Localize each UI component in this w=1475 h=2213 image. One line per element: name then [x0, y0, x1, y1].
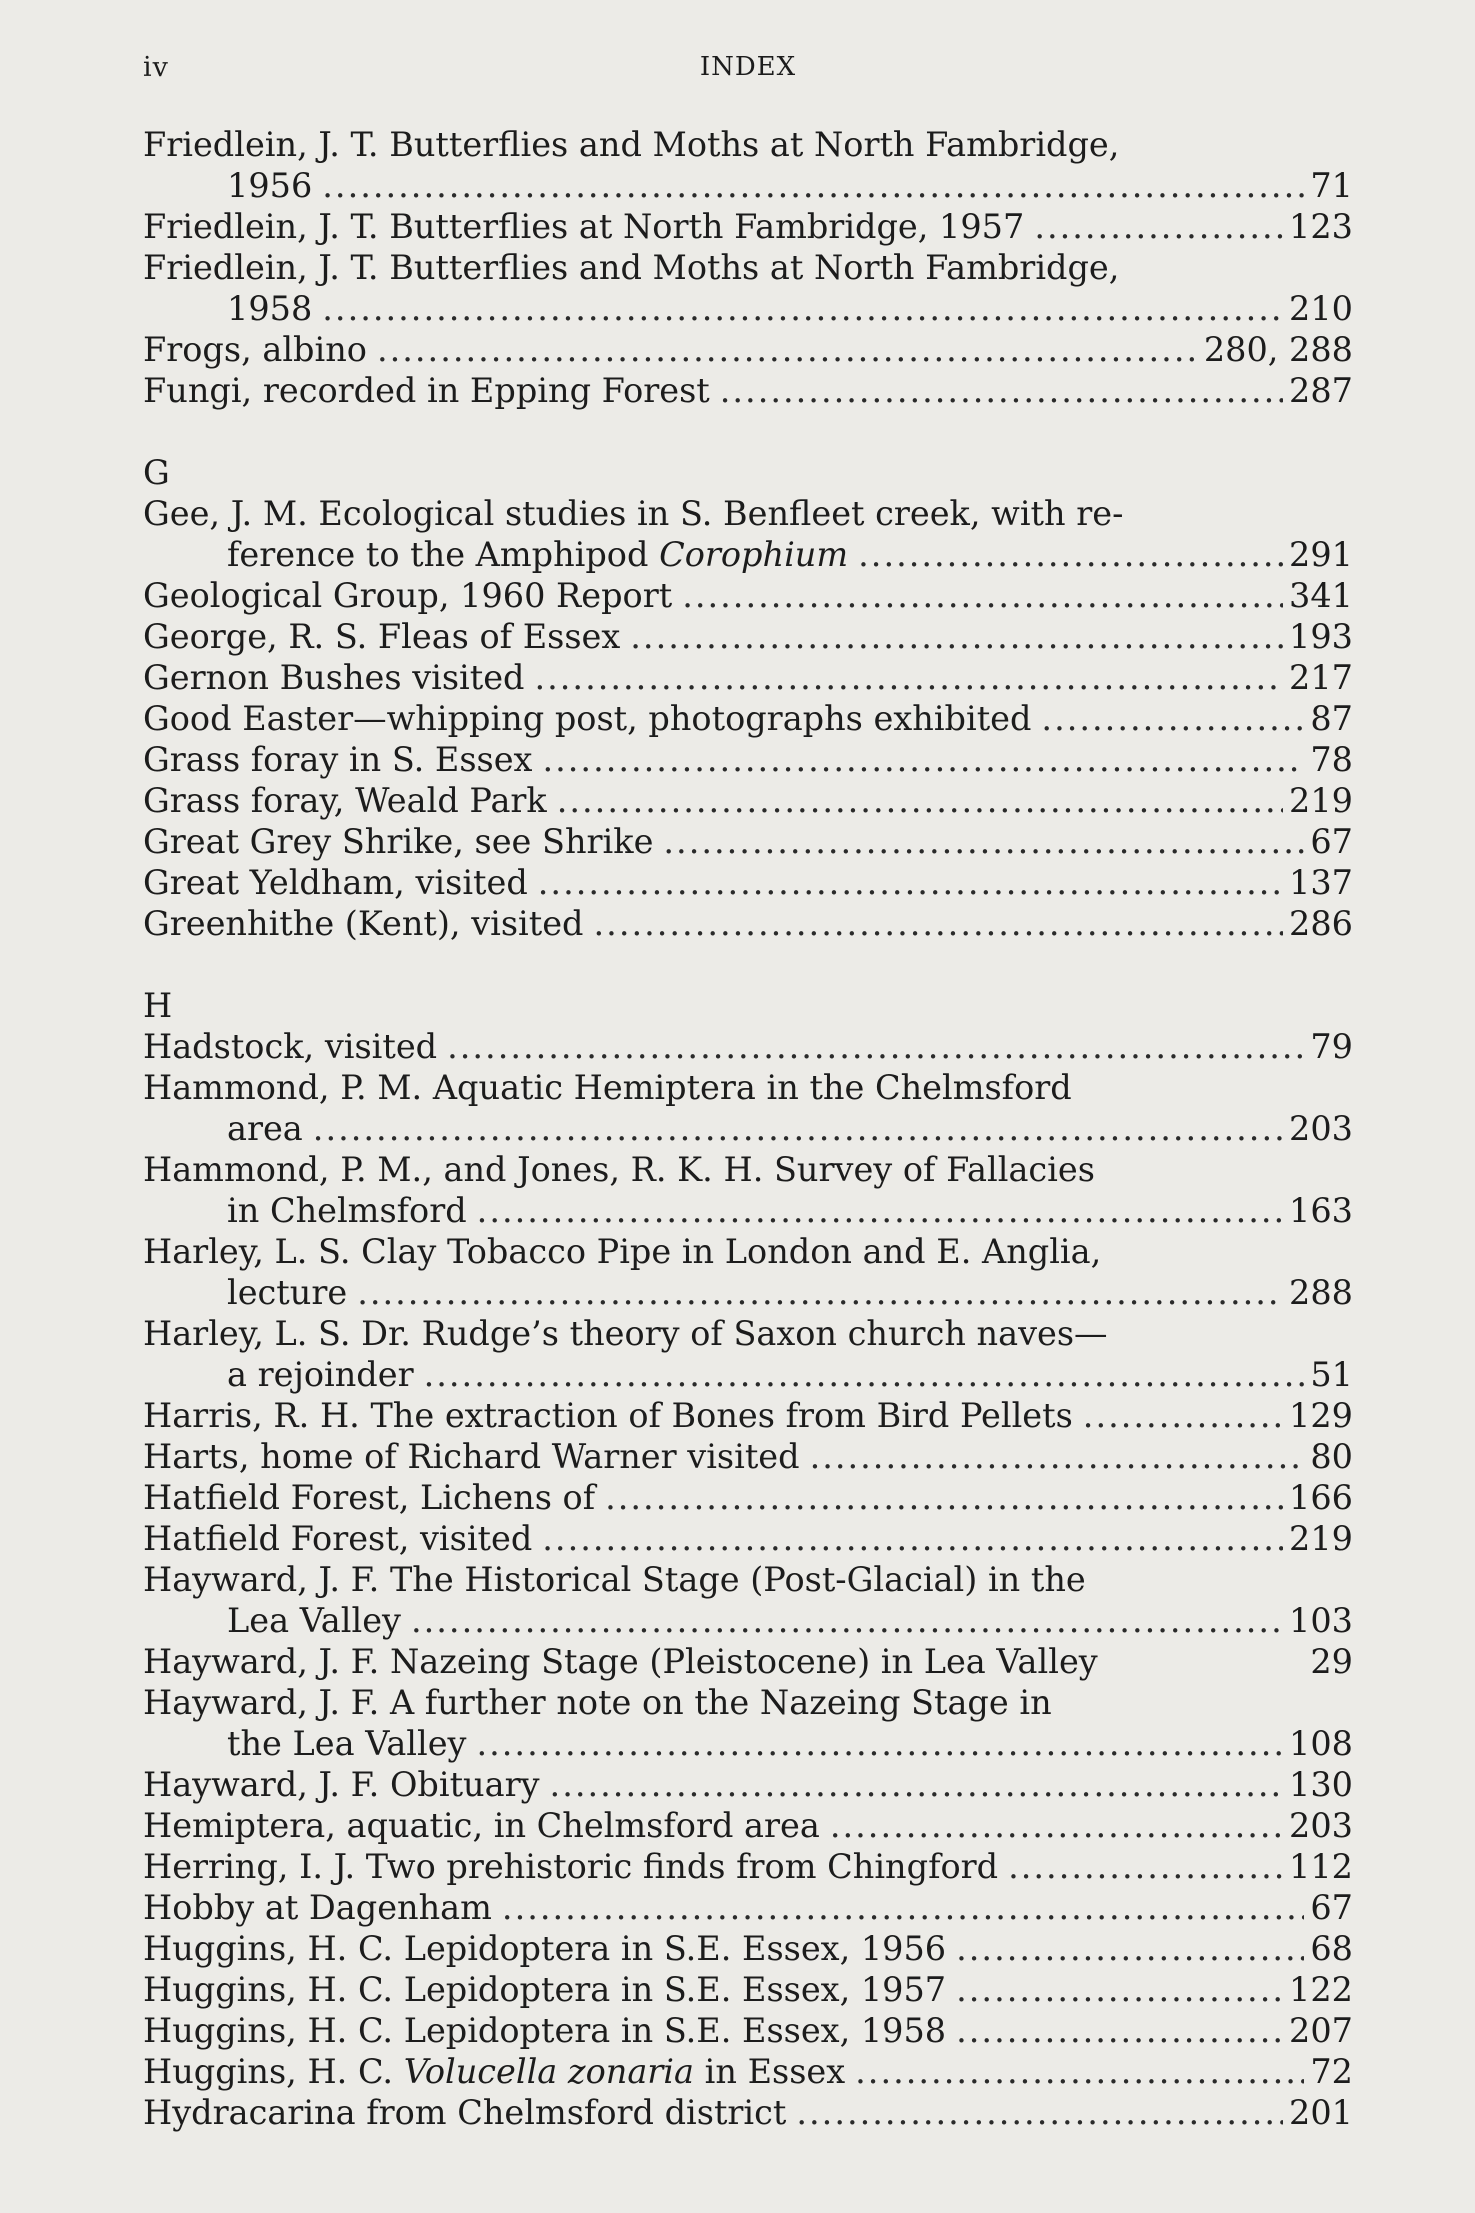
entry-text: [143, 1887, 492, 1928]
index-entry-line: [143, 780, 1353, 821]
entry-text: [143, 1026, 437, 1067]
entry-text-part: Good Easter—whipping post, photographs exhibited: [143, 699, 1032, 738]
index-entry-line: [143, 1231, 1353, 1272]
index-entry: [143, 1436, 1353, 1477]
index-entry: [143, 575, 1353, 616]
entry-text-part: Huggins, H. C. Lepidoptera in S.E. Essex, 1956: [143, 1929, 947, 1968]
entry-text-part: Hobby at Dagenham: [143, 1888, 492, 1927]
entry-text-part: Harris, R. H. The extraction of Bones from Bird Pellets: [143, 1396, 1073, 1435]
index-entry-line: [143, 1108, 1353, 1149]
page-reference: 108: [1289, 1724, 1353, 1763]
index-entry-line: [143, 1928, 1353, 1969]
leader-dots: [557, 780, 1283, 821]
leader-dots: [1034, 206, 1283, 247]
index-entry: [143, 1067, 1353, 1149]
index-entry-line: [143, 657, 1353, 698]
entry-text: [143, 1395, 1073, 1436]
index-entry: [143, 1846, 1353, 1887]
page-reference: 201: [1289, 2093, 1353, 2132]
entry-text-part: ference to the Amphipod: [227, 535, 660, 574]
page-reference: 137: [1289, 863, 1353, 902]
entry-text: [227, 1272, 347, 1313]
page-reference: 87: [1310, 699, 1353, 738]
page-reference: 203: [1289, 1806, 1353, 1845]
entry-text: [143, 1928, 946, 1969]
entry-text: [143, 616, 620, 657]
index-entry-line: [143, 1682, 1353, 1723]
entry-text: [227, 1600, 401, 1641]
entry-text: [143, 575, 672, 616]
leader-dots: [630, 616, 1283, 657]
index-entry: [143, 1231, 1353, 1313]
entry-text-part: Hayward, J. F. A further note on the Nazeing Stage in: [143, 1683, 1052, 1722]
index-entry-line: [143, 1313, 1353, 1354]
entry-text-part: Grass foray, Weald Park: [143, 781, 547, 820]
entry-text-part: Hydracarina from Chelmsford district: [143, 2093, 787, 2132]
section-letter: G: [143, 453, 170, 492]
index-entry: [143, 862, 1353, 903]
page-reference: 291: [1289, 535, 1353, 574]
leader-dots: [594, 903, 1284, 944]
page-reference: 67: [1310, 1888, 1353, 1927]
entry-text: [143, 1559, 1086, 1600]
index-entry-line: [143, 2051, 1353, 2092]
page-reference: 163: [1289, 1191, 1353, 1230]
index-entry: [143, 493, 1353, 575]
page-reference: 130: [1289, 1765, 1353, 1804]
entry-text: [143, 903, 584, 944]
entry-text: [227, 1190, 467, 1231]
index-entry: [143, 1805, 1353, 1846]
index-entry-line: [143, 1395, 1353, 1436]
index-entry-line: [143, 247, 1353, 288]
entry-text-part: Grass foray in S. Essex: [143, 740, 533, 779]
page-reference: 286: [1289, 904, 1353, 943]
page-reference: 217: [1289, 658, 1353, 697]
index-entry: [143, 2010, 1353, 2051]
index-entry-line: [143, 1559, 1353, 1600]
leader-dots: [956, 2010, 1283, 2051]
leader-dots: [542, 739, 1304, 780]
leader-dots: [1041, 698, 1304, 739]
entry-text-part: the Lea Valley: [227, 1724, 467, 1763]
index-entry: [143, 206, 1353, 247]
section-gap: [143, 944, 1353, 985]
entry-text: [143, 1518, 532, 1559]
page-reference: 193: [1289, 617, 1353, 656]
entry-text: [143, 862, 528, 903]
index-entry-line: [143, 1969, 1353, 2010]
index-entry-line: [143, 493, 1353, 534]
index-entry-line: [143, 821, 1353, 862]
entry-text-part: lecture: [227, 1273, 348, 1312]
leader-dots: [796, 2092, 1283, 2133]
entry-text: [143, 1764, 540, 1805]
leader-dots: [377, 329, 1198, 370]
entry-text: [143, 1149, 1095, 1190]
entry-text-part: Harts, home of Richard Warner visited: [143, 1437, 800, 1476]
leader-dots: [476, 1723, 1283, 1764]
entry-text: [143, 1846, 998, 1887]
index-entry-line: [143, 370, 1353, 411]
page-reference: 219: [1289, 1519, 1353, 1558]
entry-text: [143, 329, 367, 370]
index-entry-line: [143, 1067, 1353, 1108]
entry-text: [227, 288, 312, 329]
entry-text-part: in Chelmsford: [227, 1191, 467, 1230]
page-reference: 72: [1310, 2052, 1353, 2091]
entry-text: [143, 821, 653, 862]
index-entry-line: [143, 2092, 1353, 2133]
entry-text-part: area: [227, 1109, 303, 1148]
index-entry: [143, 821, 1353, 862]
index-entry-line: [143, 575, 1353, 616]
index-entry-line: [143, 1272, 1353, 1313]
index-entry-line: [143, 1600, 1353, 1641]
entry-text-part: Lea Valley: [227, 1601, 401, 1640]
page-reference: 123: [1289, 207, 1353, 246]
leader-dots: [411, 1600, 1283, 1641]
index-entry: [143, 1641, 1353, 1682]
index-entry-line: [143, 739, 1353, 780]
page-header: [143, 52, 1353, 92]
entry-text: [143, 1641, 1098, 1682]
index-entry: [143, 1682, 1353, 1764]
entry-text-part: Great Grey Shrike, see Shrike: [143, 822, 654, 861]
entry-text-part: Hatfield Forest, visited: [143, 1519, 533, 1558]
entry-text-part: Hammond, P. M. Aquatic Hemiptera in the Chelmsford: [143, 1068, 1072, 1107]
page-reference: 51: [1310, 1355, 1353, 1394]
index-entry-line: [143, 1149, 1353, 1190]
leader-dots: [447, 1026, 1304, 1067]
entry-text: [143, 1477, 595, 1518]
entry-text: [227, 1723, 466, 1764]
entry-text-part: Friedlein, J. T. Butterflies and Moths at North Fambridge,: [143, 125, 1120, 164]
index-entry: [143, 2092, 1353, 2133]
leader-dots: [322, 288, 1283, 329]
page-reference: 29: [1310, 1642, 1353, 1681]
index-entry: [143, 1477, 1353, 1518]
leader-dots: [502, 1887, 1304, 1928]
entry-text: [143, 370, 710, 411]
index-entry-line: [143, 1518, 1353, 1559]
index-entry-line: [143, 1641, 1353, 1682]
page-reference: 129: [1289, 1396, 1353, 1435]
index-entry: [143, 1969, 1353, 2010]
entry-text: [143, 2092, 786, 2133]
entry-text-part: Harley, L. S. Dr. Rudge’s theory of Saxon church naves—: [143, 1314, 1108, 1353]
index-entry: [143, 1928, 1353, 1969]
index-entry: [143, 1559, 1353, 1641]
leader-dots: [830, 1805, 1283, 1846]
leader-dots: [534, 657, 1283, 698]
leader-dots: [538, 862, 1283, 903]
leader-dots: [810, 1436, 1305, 1477]
index-entry-line: [143, 1887, 1353, 1928]
page-title: INDEX: [699, 52, 797, 82]
entry-text-part: Hammond, P. M., and Jones, R. K. H. Survey of Fallacies: [143, 1150, 1095, 1189]
entry-italic-text: Volucella zonaria: [403, 2052, 694, 2091]
entry-text-part: Hatfield Forest, Lichens of: [143, 1478, 596, 1517]
entry-text: [143, 2010, 946, 2051]
leader-dots: [956, 1969, 1283, 2010]
entry-text: [143, 1436, 800, 1477]
index-entry-line: [143, 1723, 1353, 1764]
index-entry: [143, 329, 1353, 370]
index-entry-line: [143, 288, 1353, 329]
page-reference: 79: [1310, 1027, 1353, 1066]
entry-text-part: 1956: [227, 166, 313, 205]
entry-text-part: Hayward, J. F. The Historical Stage (Post-Glacial) in the: [143, 1560, 1086, 1599]
leader-dots: [424, 1354, 1305, 1395]
entry-text-part: Gernon Bushes visited: [143, 658, 525, 697]
leader-dots: [1008, 1846, 1283, 1887]
page-reference: 210: [1289, 289, 1353, 328]
index-entry: [143, 1149, 1353, 1231]
page-reference: 78: [1310, 740, 1353, 779]
section-letter: H: [143, 986, 173, 1025]
leader-dots: [322, 165, 1304, 206]
index-entry: [143, 1026, 1353, 1067]
entry-text-part: in Essex: [694, 2052, 846, 2091]
index-entry-line: [143, 2010, 1353, 2051]
entry-text-part: Friedlein, J. T. Butterflies and Moths at North Fambridge,: [143, 248, 1120, 287]
index-entry-line: [143, 1190, 1353, 1231]
entry-text-part: Huggins, H. C. Lepidoptera in S.E. Essex, 1957: [143, 1970, 947, 2009]
leader-dots: [858, 534, 1283, 575]
entry-text: [143, 780, 547, 821]
entry-text-part: a rejoinder: [227, 1355, 414, 1394]
leader-dots: [663, 821, 1304, 862]
page-reference: 68: [1310, 1929, 1353, 1968]
entry-text-part: George, R. S. Fleas of Essex: [143, 617, 621, 656]
page-reference: 288: [1289, 1273, 1353, 1312]
index-entry-line: [143, 534, 1353, 575]
page-reference: 67: [1310, 822, 1353, 861]
index-entry-line: [143, 616, 1353, 657]
page-reference: 71: [1310, 166, 1353, 205]
index-list: [143, 124, 1353, 2133]
index-entry: [143, 1764, 1353, 1805]
entry-text-part: Hemiptera, aquatic, in Chelmsford area: [143, 1806, 820, 1845]
index-entry: [143, 780, 1353, 821]
leader-dots: [357, 1272, 1283, 1313]
index-entry-line: [143, 698, 1353, 739]
leader-dots: [720, 370, 1283, 411]
entry-text: [227, 1354, 414, 1395]
page-reference: 80: [1310, 1437, 1353, 1476]
index-entry: [143, 739, 1353, 780]
entry-text: [143, 1231, 1101, 1272]
entry-text: [143, 1682, 1052, 1723]
index-entry: [143, 698, 1353, 739]
page-reference: 203: [1289, 1109, 1353, 1148]
page-reference: 122: [1289, 1970, 1353, 2009]
entry-text: [143, 1067, 1072, 1108]
page-reference: 166: [1289, 1478, 1353, 1517]
page-reference: 219: [1289, 781, 1353, 820]
entry-text: [143, 1313, 1108, 1354]
entry-text-part: Frogs, albino: [143, 330, 367, 369]
page-reference: 103: [1289, 1601, 1353, 1640]
index-entry-line: [143, 862, 1353, 903]
index-entry-line: [143, 1764, 1353, 1805]
index-entry: [143, 1518, 1353, 1559]
entry-text-part: Huggins, H. C. Lepidoptera in S.E. Essex, 1958: [143, 2011, 947, 2050]
entry-text: [143, 2051, 845, 2092]
leader-dots: [477, 1190, 1283, 1231]
entry-text-part: Fungi, recorded in Epping Forest: [143, 371, 710, 410]
index-entry-line: [143, 329, 1353, 370]
index-entry: [143, 616, 1353, 657]
entry-text: [143, 1969, 946, 2010]
page-reference: 287: [1289, 371, 1353, 410]
leader-dots: [855, 2051, 1304, 2092]
index-entry: [143, 1395, 1353, 1436]
entry-italic-text: Corophium: [659, 535, 849, 574]
index-entry: [143, 247, 1353, 329]
entry-text-part: Hayward, J. F. Obituary: [143, 1765, 540, 1804]
leader-dots: [605, 1477, 1283, 1518]
index-entry-line: [143, 165, 1353, 206]
entry-text: [143, 124, 1119, 165]
index-entry: [143, 903, 1353, 944]
index-entry-line: [143, 124, 1353, 165]
index-entry: [143, 370, 1353, 411]
page-reference: 112: [1289, 1847, 1353, 1886]
index-entry-line: [143, 903, 1353, 944]
entry-text: [143, 739, 532, 780]
index-entry-line: [143, 1436, 1353, 1477]
entry-text: [143, 247, 1119, 288]
page-reference: 207: [1289, 2011, 1353, 2050]
index-entry-line: [143, 1805, 1353, 1846]
leader-dots: [550, 1764, 1284, 1805]
index-entry-line: [143, 206, 1353, 247]
entry-text-part: Geological Group, 1960 Report: [143, 576, 673, 615]
entry-text: [143, 698, 1031, 739]
section-gap: [143, 411, 1353, 452]
index-entry: [143, 2051, 1353, 2092]
leader-dots: [542, 1518, 1283, 1559]
entry-text-part: Gee, J. M. Ecological studies in S. Benfleet creek, with re-: [143, 494, 1124, 533]
leader-dots: [682, 575, 1283, 616]
leader-dots: [956, 1928, 1304, 1969]
index-entry-line: [143, 1026, 1353, 1067]
entry-text: [143, 1805, 820, 1846]
index-entry: [143, 124, 1353, 206]
leader-dots: [313, 1108, 1283, 1149]
index-entry-line: [143, 1354, 1353, 1395]
leader-dots: [1083, 1395, 1283, 1436]
page-reference: 280, 288: [1203, 330, 1353, 369]
entry-text-part: Greenhithe (Kent), visited: [143, 904, 584, 943]
entry-text: [143, 493, 1123, 534]
entry-text-part: Harley, L. S. Clay Tobacco Pipe in London and E. Anglia,: [143, 1232, 1102, 1271]
index-entry: [143, 657, 1353, 698]
index-entry-line: [143, 1846, 1353, 1887]
entry-text-part: Hayward, J. F. Nazeing Stage (Pleistocene) in Lea Valley: [143, 1642, 1098, 1681]
entry-text-part: Huggins, H. C.: [143, 2052, 404, 2091]
entry-text-part: 1958: [227, 289, 313, 328]
entry-text: [227, 165, 312, 206]
entry-text: [143, 206, 1024, 247]
entry-text: [227, 1108, 303, 1149]
entry-text-part: Herring, I. J. Two prehistoric finds from Chingford: [143, 1847, 999, 1886]
index-entry: [143, 1313, 1353, 1395]
entry-text-part: Great Yeldham, visited: [143, 863, 528, 902]
entry-text-part: Friedlein, J. T. Butterflies at North Fambridge, 1957: [143, 207, 1025, 246]
entry-text: [227, 534, 848, 575]
page-reference: 341: [1289, 576, 1353, 615]
entry-text-part: Hadstock, visited: [143, 1027, 438, 1066]
entry-text: [143, 657, 524, 698]
index-entry: [143, 1887, 1353, 1928]
index-entry-line: [143, 1477, 1353, 1518]
page-number: iv: [143, 52, 169, 83]
